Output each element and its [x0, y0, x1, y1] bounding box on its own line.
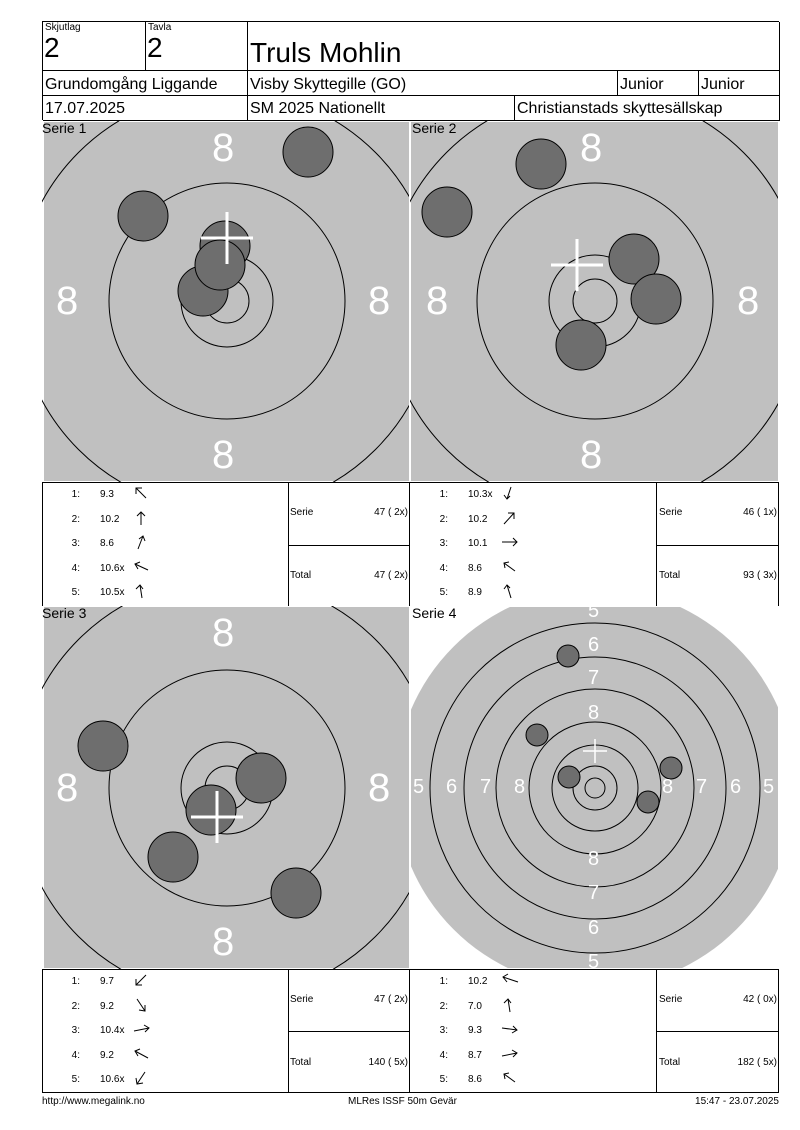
shot-number: 1: — [71, 976, 80, 987]
shot-number: 5: — [71, 1074, 80, 1085]
competition: SM 2025 Nationellt — [248, 96, 515, 121]
serie-value-2: 46 ( 1x) — [743, 507, 777, 518]
serie-value-3: 47 ( 2x) — [374, 994, 408, 1005]
date: 17.07.2025 — [43, 96, 248, 121]
ring-label: 8 — [212, 126, 235, 170]
ring-label: 8 — [426, 279, 449, 323]
shot-value: 7.0 — [468, 1001, 482, 1012]
shot-value: 10.5x — [100, 587, 125, 598]
shot-number: 4: — [71, 1050, 80, 1061]
shot-row — [410, 538, 610, 552]
footer-software: MLRes ISSF 50m Gevär — [348, 1096, 457, 1107]
ring-label: 7 — [480, 776, 492, 798]
shot-value: 10.6x — [100, 1074, 125, 1085]
club: Visby Skyttegille (GO) — [248, 71, 618, 96]
shot-number: 3: — [71, 1025, 80, 1036]
arrow-up-icon — [133, 583, 149, 599]
arrow-up-left-icon — [501, 559, 517, 575]
discipline: Grundomgång Liggande — [43, 71, 248, 96]
ring-label: 8 — [737, 279, 760, 323]
serie-label-3: Serie — [290, 994, 314, 1005]
tavla-label: Tavla — [148, 22, 172, 33]
class-1: Junior — [618, 71, 699, 96]
ring-label: 7 — [588, 882, 600, 904]
target-serie-2 — [410, 121, 777, 482]
shot-row — [42, 587, 242, 601]
arrow-right-icon — [501, 534, 519, 550]
shot-row — [410, 489, 610, 503]
ring-label: 8 — [662, 776, 674, 798]
serie-label: Serie 1 — [42, 120, 87, 136]
serie-label: Serie 2 — [412, 120, 457, 136]
shot-row — [42, 489, 242, 503]
arrow-up-icon — [501, 997, 517, 1013]
arrow-down-right-icon — [133, 997, 149, 1013]
total-value-3: 140 ( 5x) — [368, 1057, 408, 1068]
shot-number: 3: — [439, 538, 448, 549]
ring-label: 7 — [588, 667, 600, 689]
serie-label: Serie 3 — [42, 605, 87, 621]
shot-row — [42, 1025, 242, 1039]
target-serie-1 — [42, 121, 409, 482]
arrow-left-up-icon — [133, 1046, 149, 1062]
arrow-down-icon — [501, 485, 517, 501]
shot-row — [410, 1025, 610, 1039]
ring-label: 8 — [588, 848, 600, 870]
arrow-down-left-icon — [133, 972, 149, 988]
target-svg-3 — [42, 606, 409, 969]
ring-label: 7 — [696, 776, 708, 798]
ring-label: 8 — [368, 279, 391, 323]
ring-label: 5 — [588, 600, 600, 622]
skjutlag-value: 2 — [44, 32, 60, 63]
skjutlag-cell — [43, 22, 146, 71]
ring-label: 6 — [730, 776, 742, 798]
target-svg-2 — [410, 121, 778, 482]
shot-row — [410, 1001, 610, 1015]
shot-row — [410, 587, 610, 601]
footer-url[interactable]: http://www.megalink.no — [42, 1096, 145, 1107]
ring-label: 8 — [56, 279, 79, 323]
total-label-2: Total — [659, 570, 681, 581]
total-value-1: 47 ( 2x) — [374, 570, 408, 581]
tavla-cell — [146, 22, 248, 71]
shot-row — [42, 1050, 242, 1064]
shot-number: 4: — [439, 1050, 448, 1061]
shot-number: 1: — [439, 489, 448, 500]
ring-label: 8 — [212, 920, 235, 964]
arrow-left-up-icon — [501, 972, 519, 988]
shot-number: 1: — [71, 489, 80, 500]
shot-value: 8.6 — [468, 563, 482, 574]
ring-label: 6 — [588, 634, 600, 656]
total-label-1: Total — [290, 570, 312, 581]
shot-row — [42, 1001, 242, 1015]
ring-label: 8 — [580, 126, 603, 170]
serie-value-1: 47 ( 2x) — [374, 507, 408, 518]
ring-label: 8 — [588, 702, 600, 724]
ring-label: 5 — [413, 776, 425, 798]
shot-value: 9.3 — [468, 1025, 482, 1036]
arrow-right-icon — [133, 1021, 151, 1037]
total-value-4: 182 ( 5x) — [737, 1057, 777, 1068]
ring-label: 8 — [514, 776, 526, 798]
arrow-up-right-icon — [133, 534, 149, 550]
serie-value-4: 42 ( 0x) — [743, 994, 777, 1005]
serie-label-1: Serie — [290, 507, 314, 518]
shot-number: 5: — [439, 587, 448, 598]
ring-label: 6 — [446, 776, 458, 798]
arrow-up-icon — [501, 583, 517, 599]
arrow-left-up-icon — [133, 559, 149, 575]
shot-number: 4: — [439, 563, 448, 574]
ring-label: 6 — [588, 917, 600, 939]
organizer: Christianstads skyttesällskap — [515, 96, 780, 121]
shot-number: 1: — [439, 976, 448, 987]
shot-number: 3: — [439, 1025, 448, 1036]
ring-label: 8 — [580, 433, 603, 477]
name-cell — [248, 22, 780, 71]
ring-label: 8 — [212, 611, 235, 655]
shot-row — [410, 563, 610, 577]
shot-value: 10.2 — [100, 514, 120, 525]
tavla-value: 2 — [147, 32, 163, 63]
shot-value: 8.9 — [468, 587, 482, 598]
shot-row — [410, 1050, 610, 1064]
shot-value: 10.3x — [468, 489, 493, 500]
serie-label-4: Serie — [659, 994, 683, 1005]
arrow-up-icon — [133, 510, 149, 526]
shot-row — [42, 563, 242, 577]
header-table — [42, 21, 779, 120]
shot-number: 4: — [71, 563, 80, 574]
shot-value: 9.3 — [100, 489, 114, 500]
ring-label: 5 — [763, 776, 775, 798]
shot-value: 10.2 — [468, 976, 488, 987]
shot-number: 5: — [71, 587, 80, 598]
shot-row — [42, 1074, 242, 1088]
shot-value: 10.4x — [100, 1025, 125, 1036]
shot-number: 2: — [439, 514, 448, 525]
shot-value: 10.6x — [100, 563, 125, 574]
shot-row — [410, 514, 610, 528]
target-svg-4 — [410, 606, 778, 969]
ring-label: 8 — [368, 766, 391, 810]
target-svg-1 — [42, 121, 409, 482]
total-value-2: 93 ( 3x) — [743, 570, 777, 581]
shot-value: 8.6 — [100, 538, 114, 549]
shot-value: 9.7 — [100, 976, 114, 987]
arrow-up-left-icon — [501, 1070, 517, 1086]
shot-row — [42, 514, 242, 528]
skjutlag-label: Skjutlag — [45, 22, 81, 33]
shot-row — [42, 976, 242, 990]
target-serie-3 — [42, 606, 409, 967]
shot-value: 10.1 — [468, 538, 488, 549]
shot-value: 10.2 — [468, 514, 488, 525]
shot-value: 8.6 — [468, 1074, 482, 1085]
target-serie-4 — [410, 600, 777, 973]
arrow-up-right-icon — [501, 510, 517, 526]
shot-row — [410, 1074, 610, 1088]
footer-timestamp: 15:47 - 23.07.2025 — [695, 1096, 779, 1107]
shot-value: 9.2 — [100, 1001, 114, 1012]
ring-label: 8 — [212, 433, 235, 477]
shot-number: 2: — [71, 1001, 80, 1012]
serie-label-2: Serie — [659, 507, 683, 518]
shot-number: 2: — [71, 514, 80, 525]
shot-number: 3: — [71, 538, 80, 549]
arrow-up-left-icon — [133, 485, 149, 501]
total-label-4: Total — [659, 1057, 681, 1068]
ring-label: 8 — [56, 766, 79, 810]
shot-row — [410, 976, 610, 990]
total-label-3: Total — [290, 1057, 312, 1068]
shot-value: 8.7 — [468, 1050, 482, 1061]
shot-row — [42, 538, 242, 552]
shooter-name: Truls Mohlin — [250, 37, 402, 68]
class-2: Junior — [699, 71, 780, 96]
shot-number: 5: — [439, 1074, 448, 1085]
arrow-right-icon — [501, 1021, 519, 1037]
ring-label: 5 — [588, 951, 600, 973]
arrow-right-icon — [501, 1046, 519, 1062]
arrow-down-left-icon — [133, 1070, 149, 1086]
shot-number: 2: — [439, 1001, 448, 1012]
shot-value: 9.2 — [100, 1050, 114, 1061]
serie-label: Serie 4 — [412, 605, 457, 621]
